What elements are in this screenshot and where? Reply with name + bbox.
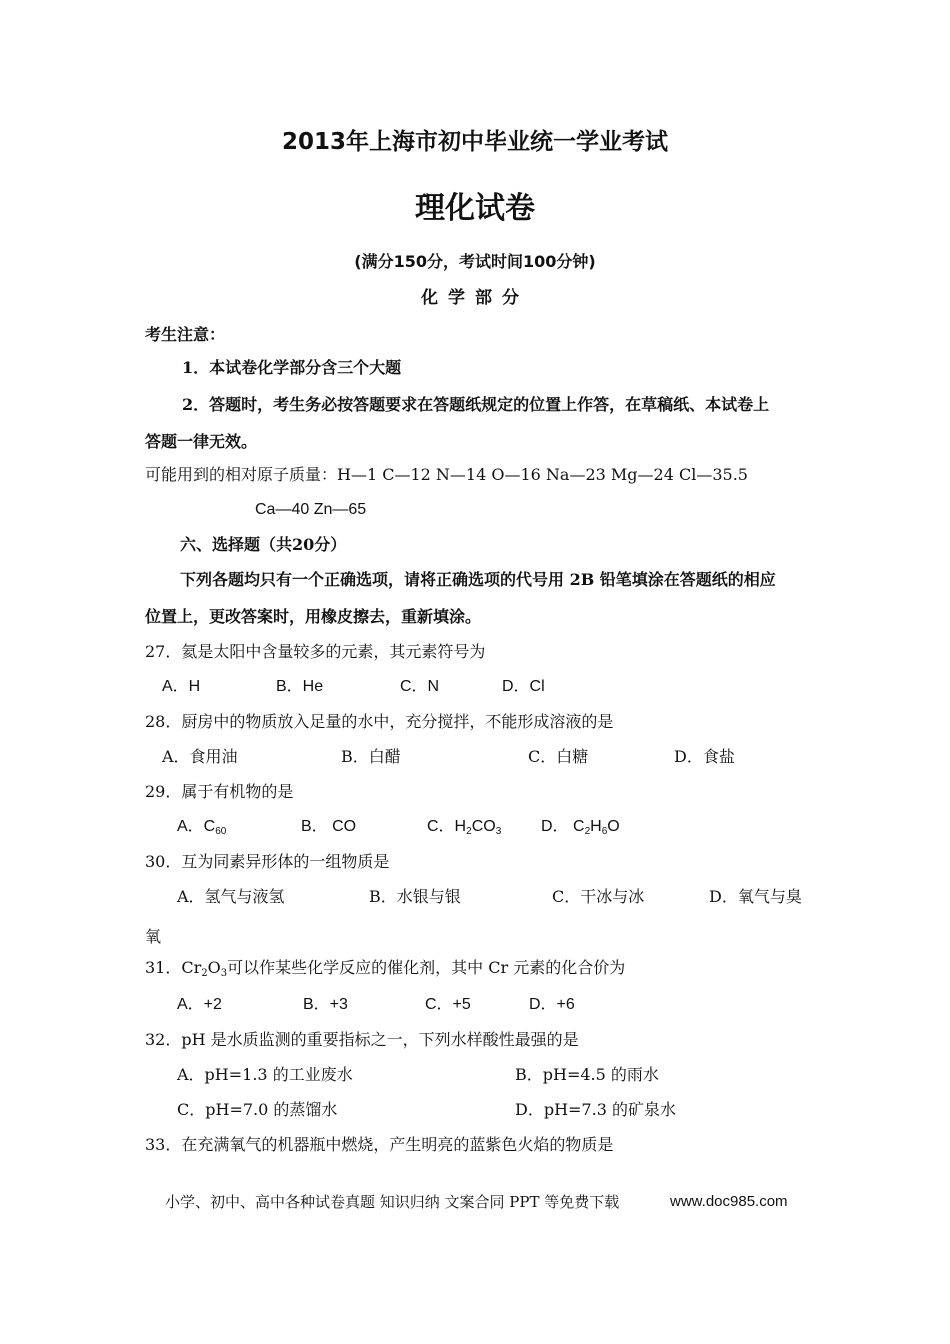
question-30-option-b: B．水银与银 <box>369 887 461 906</box>
part-six-instruction-line-1: 下列各题均只有一个正确选项，请将正确选项的代号用 2B 铅笔填涂在答题纸的相应 <box>180 570 776 589</box>
question-28-option-d: D．食盐 <box>674 747 735 766</box>
question-32-stem: 32．pH 是水质监测的重要指标之一，下列水样酸性最强的是 <box>145 1030 579 1049</box>
question-32-option-d: D．pH=7.3 的矿泉水 <box>515 1100 676 1119</box>
question-29-option-c-mid: CO <box>471 818 496 835</box>
notice-heading: 考生注意： <box>145 325 226 344</box>
notice-item-2-line-2: 答题一律无效。 <box>145 432 258 451</box>
question-31-stem-prefix: 31．Cr <box>145 958 202 977</box>
question-28-option-b: B．白醋 <box>341 747 401 766</box>
question-29-option-c-sub-2: 3 <box>495 826 502 837</box>
question-27-option-c: C．N <box>400 678 440 695</box>
question-29-option-d <box>541 817 620 837</box>
part-six-heading: 六、选择题（共20分） <box>180 535 347 554</box>
question-27-option-b: B．He <box>276 678 324 695</box>
question-29-option-c-sub-1: 2 <box>466 826 472 837</box>
question-31-stem-sub-2: 3 <box>220 968 228 979</box>
question-31-stem-mid: O <box>207 958 221 977</box>
question-31-option-d: D．+6 <box>529 996 575 1013</box>
question-30-option-c: C．干冰与冰 <box>552 887 645 906</box>
part-six-instruction-line-2: 位置上，更改答案时，用橡皮擦去，重新填涂。 <box>145 607 482 626</box>
question-30-stem: 30．互为同素异形体的一组物质是 <box>145 852 390 871</box>
question-30-option-d: D．氧气与臭 <box>709 887 802 906</box>
paper-subtitle: 理化试卷 <box>415 191 535 226</box>
question-29-option-d-sub-1: 2 <box>584 826 591 837</box>
question-31-stem-sub-1: 2 <box>201 968 208 979</box>
question-29-option-d-suffix: O <box>607 818 620 835</box>
exam-info: (满分150分，考试时间100分钟) <box>354 252 596 271</box>
question-27-option-d: D．Cl <box>502 678 545 695</box>
notice-item-1: 1．本试卷化学部分含三个大题 <box>182 358 402 377</box>
question-31-option-c: C．+5 <box>425 996 471 1013</box>
exam-title: 2013年上海市初中毕业统一学业考试 <box>281 129 668 155</box>
question-31-option-a: A．+2 <box>177 996 222 1013</box>
question-29-option-b: B． CO <box>301 818 357 835</box>
question-33-stem: 33．在充满氧气的机器瓶中燃烧，产生明亮的蓝紫色火焰的物质是 <box>145 1135 614 1154</box>
question-29-option-a-subscript: 60 <box>215 826 227 837</box>
question-29-option-d-prefix: D． C <box>541 818 585 835</box>
question-29-stem: 29．属于有机物的是 <box>145 782 294 801</box>
question-29-option-d-sub-2: 6 <box>601 826 608 837</box>
atomic-masses-line-2: Ca—40 Zn—65 <box>255 501 367 518</box>
question-30-option-a: A．氢气与液氢 <box>177 887 285 906</box>
question-28-stem: 28．厨房中的物质放入足量的水中，充分搅拌，不能形成溶液的是 <box>145 712 614 731</box>
question-28-option-a: A．食用油 <box>162 747 238 766</box>
question-27-stem: 27．氦是太阳中含量较多的元素，其元素符号为 <box>145 642 486 661</box>
question-32-option-b: B．pH=4.5 的雨水 <box>515 1065 659 1084</box>
question-29-option-c-prefix: C．H <box>427 818 467 835</box>
question-28-option-c: C．白糖 <box>528 747 589 766</box>
question-32-option-c: C．pH=7.0 的蒸馏水 <box>177 1100 338 1119</box>
question-31-stem <box>145 958 625 978</box>
footer-text: 小学、初中、高中各种试卷真题 知识归纳 文案合同 PPT 等免费下载 <box>165 1193 620 1211</box>
footer-url[interactable]: www.doc985.com <box>670 1193 788 1210</box>
question-27-option-a: A．H <box>162 678 201 695</box>
question-32-option-a: A．pH=1.3 的工业废水 <box>177 1065 353 1084</box>
question-31-stem-suffix: 可以作某些化学反应的催化剂，其中 Cr 元素的化合价为 <box>227 958 626 977</box>
notice-item-2-line-1: 2．答题时，考生务必按答题要求在答题纸规定的位置上作答，在草稿纸、本试卷上 <box>182 395 770 414</box>
question-29-option-c <box>427 817 501 837</box>
question-29-option-d-mid: H <box>590 818 602 835</box>
question-29-option-a <box>177 817 226 837</box>
section-title: 化学部分 <box>421 288 529 308</box>
question-29-option-a-prefix: A．C <box>177 818 216 835</box>
question-31-option-b: B．+3 <box>303 996 348 1013</box>
question-30-option-d-wrap: 氧 <box>145 927 162 946</box>
atomic-masses-line-1: 可能用到的相对原子质量：H—1 C—12 N—14 O—16 Na—23 Mg—24 Cl—35.5 <box>145 465 748 484</box>
